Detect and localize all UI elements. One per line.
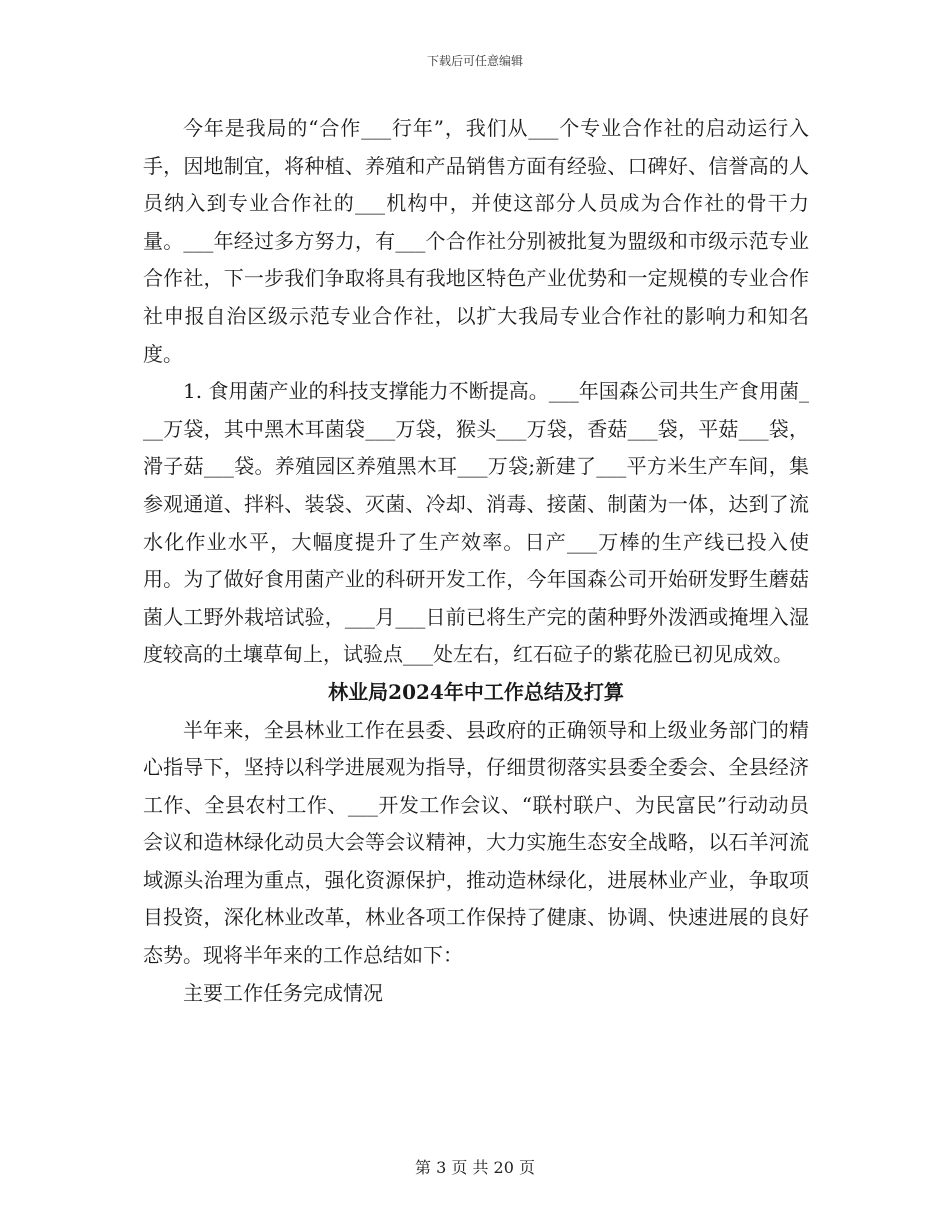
paragraph-main-tasks-heading: 主要工作任务完成情况	[183, 980, 383, 1005]
document-body	[143, 110, 809, 1012]
header-note: 下载后可任意编辑	[426, 54, 523, 68]
paragraph-half-year-summary: 半年来，全县林业工作在县委、县政府的正确领导和上级业务部门的精心指导下，坚持以科学进展观为指导，仔细贯彻落实县委全委会、全县经济工作、全县农村工作、___开发工作会议、“联村联户、为民富民”行动动员会议和造林绿化动员大会等会议精神，大力实施生态安全战略，以石羊河流域源头治理为重点，强化资源保护，推动造林绿化，进展林业产业，争取项目投资，深化林业改革，林业各项工作保持了健康、协调、快速进展的良好态势。现将半年来的工作总结如下：	[143, 717, 809, 968]
paragraph-cooperative: 今年是我局的“合作___行年”，我们从___个专业合作社的启动运行入手，因地制宜，将种植、养殖和产品销售方面有经验、口碑好、信誉高的人员纳入到专业合作社的___机构中，并使这部分人员成为合作社的骨干力量。___年经过多方努力，有___个合作社分别被批复为盟级和市级示范专业合作社，下一步我们争取将具有我地区特色产业优势和一定规模的专业合作社申报自治区级示范专业合作社，以扩大我局专业合作社的影响力和知名度。	[143, 116, 809, 366]
section-title: 林业局2024年中工作总结及打算	[328, 679, 624, 704]
page-number: 第 3 页 共 20 页	[415, 1158, 535, 1177]
paragraph-mushroom-industry: 1. 食用菌产业的科技支撑能力不断提高。___年国森公司共生产食用菌___万袋，其中黑木耳菌袋___万袋，猴头___万袋，香菇___袋，平菇___袋，滑子菇___袋。养殖园区养殖黑木耳___万袋;新建了___平方米生产车间，集参观通道、拌料、装袋、灭菌、冷却、消毒、接菌、制菌为一体，达到了流水化作业水平，大幅度提升了生产效率。日产___万棒的生产线已投入使用。为了做好食用菌产业的科研开发工作，今年国森公司开始研发野生蘑菇菌人工野外栽培试验，___月___日前已将生产完的菌种野外泼洒或掩埋入湿度较高的土壤草甸上，试验点___处左右，红石砬子的紫花脸已初见成效。	[143, 379, 809, 667]
